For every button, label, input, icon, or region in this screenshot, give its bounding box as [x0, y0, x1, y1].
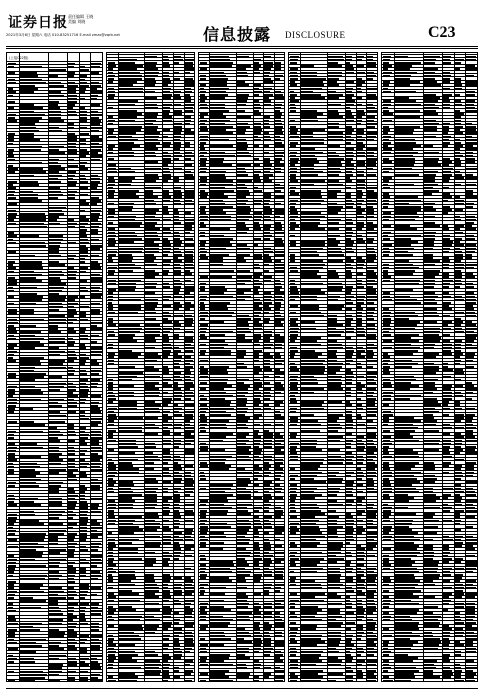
- table-column: [106, 52, 195, 682]
- cell-text-block: [108, 680, 116, 682]
- editor-credits: [68, 14, 93, 24]
- newspaper-logo: 证券日报: [8, 15, 68, 31]
- table-rows: [199, 53, 284, 681]
- header-rule: [6, 46, 478, 47]
- editor-line: 责任编辑 王晓: [68, 14, 94, 19]
- table-column: [288, 52, 378, 682]
- table-rows: [382, 53, 477, 681]
- table-row: [289, 678, 377, 682]
- cell-text-block: [119, 680, 137, 682]
- table-column: [381, 52, 478, 682]
- cell-text-block: [346, 680, 354, 682]
- table-column: [6, 52, 103, 682]
- cell-text-block: [163, 680, 168, 682]
- cell-text-block: [8, 680, 15, 682]
- continuation-label: (上接C22版): [9, 56, 29, 60]
- table-rows: [107, 53, 194, 681]
- masthead: [0, 0, 484, 44]
- dateline: 2021年3月6日 星期六 电话 010-83251716 E-mail zmzx@zqrb.net: [6, 33, 120, 37]
- cell-text-block: [91, 680, 102, 682]
- table-rows: [7, 53, 102, 681]
- cell-text-block: [210, 680, 233, 682]
- table-row: [107, 678, 194, 682]
- cell-text-block: [275, 680, 283, 682]
- cell-text-block: [254, 680, 259, 682]
- cell-text-block: [20, 680, 35, 682]
- header-rule-thin: [6, 48, 478, 49]
- cell-text-block: [301, 680, 322, 682]
- table-rows: [289, 53, 377, 681]
- section-title-english: DISCLOSURE: [285, 30, 346, 40]
- cell-text-block: [80, 680, 88, 682]
- cell-text-block: [68, 680, 75, 682]
- table-row: [199, 678, 284, 682]
- designer-line: 美编 刘晓: [68, 19, 86, 24]
- cell-text-block: [200, 680, 206, 682]
- cell-text-block: [367, 680, 375, 682]
- table-column: [198, 52, 285, 682]
- table-row: [7, 679, 102, 683]
- cell-text-block: [185, 680, 192, 682]
- cell-text-block: [49, 680, 60, 682]
- page-number: C23: [428, 24, 456, 41]
- cell-text-block: [290, 680, 297, 682]
- cell-text-block: [328, 680, 336, 682]
- section-title: 信息披露: [203, 25, 272, 44]
